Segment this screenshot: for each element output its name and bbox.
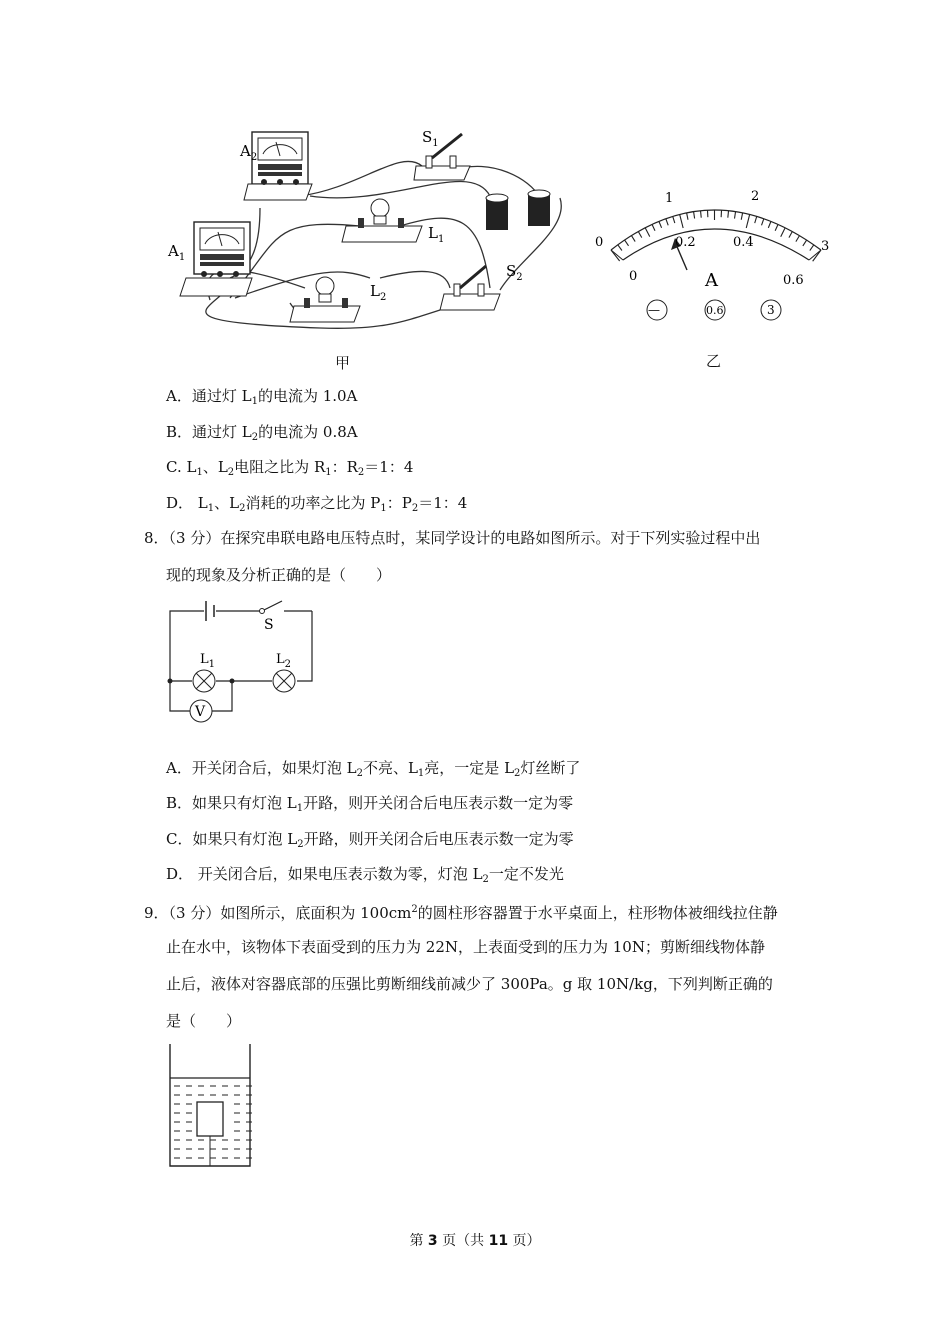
lamp-l2 — [290, 277, 360, 322]
switch-s2 — [440, 266, 500, 310]
q9-stem-line2: 止在水中，该物体下表面受到的压力为 22N，上表面受到的压力为 10N；剪断细线物体静 — [166, 938, 765, 956]
label-a2: $A_2$ — [240, 142, 258, 163]
dial-tick — [803, 240, 807, 246]
lower-scale-2: 0.4 — [733, 235, 754, 250]
page-footer: 第 3 页（共 11 页） — [409, 1233, 541, 1249]
dial-tick — [652, 224, 655, 230]
dial-tick — [673, 216, 675, 223]
q7-option-c: C. $L_1$、$L_2$电阻之比为 $R_1$：$R_2=1$：4 — [166, 458, 414, 478]
dial-tick — [746, 214, 749, 228]
lower-scale-1: 0.2 — [675, 235, 696, 250]
terminal-neg — [647, 300, 667, 320]
voltmeter-v — [190, 700, 212, 722]
lamp-l1-symbol — [193, 670, 215, 692]
upper-scale-1: 1 — [665, 191, 674, 206]
dial-tick — [741, 213, 742, 220]
lamp-l2-symbol — [273, 670, 295, 692]
label-l2: $L_2$ — [370, 282, 387, 303]
q9-stem-line3: 止后，液体对容器底部的压强比剪断细线前减少了 300Pa。g 取 10N/kg，下列判断正确的 — [166, 975, 773, 993]
q8-stem-line1: 8．（3 分）在探究串联电路电压特点时，某同学设计的电路如图所示。对于下列实验过程中出 — [144, 529, 761, 547]
label-l2: $L_2$ — [276, 652, 292, 670]
dial-tick — [728, 211, 729, 218]
svg-text:V: V — [195, 704, 206, 720]
unit-label: A — [705, 270, 718, 291]
q9-stem-line1: 9．（3 分）如图所示，底面积为 $100cm^2$的圆柱形容器置于水平桌面上，柱形物体被细线拉住静 — [144, 904, 778, 922]
q9-stem-line4: 是（ ） — [166, 1012, 242, 1030]
dial-tick — [735, 212, 736, 219]
q9-container-diagram — [160, 1040, 260, 1172]
q7-option-a: A．通过灯 $L_1$的电流为 1.0A — [166, 387, 358, 407]
svg-text:—: — — [648, 303, 660, 317]
ammeter-a1 — [180, 222, 252, 296]
dial-tick — [789, 232, 792, 238]
dial-tick — [666, 219, 668, 226]
upper-scale-0: 0 — [595, 235, 604, 250]
dial-tick — [781, 228, 785, 237]
circuit-photo-figure-jia — [160, 118, 580, 333]
cylinder-object — [197, 1102, 223, 1136]
lamp-l1 — [342, 199, 422, 242]
dial-tick — [762, 219, 764, 226]
battery-pair — [486, 190, 550, 230]
figure-caption-yi: 乙 — [706, 352, 722, 370]
label-s1: $S_1$ — [422, 128, 439, 149]
label-s: S — [264, 617, 274, 633]
dial-tick — [775, 224, 778, 230]
q8-option-c: C．如果只有灯泡 $L_2$开路，则开关闭合后电压表示数一定为零 — [166, 830, 574, 850]
q8-circuit-diagram — [160, 595, 330, 725]
lower-scale-0: 0 — [629, 269, 638, 284]
ammeter-dial-figure-yi — [585, 180, 845, 340]
label-a1: $A_1$ — [168, 242, 186, 263]
dial-tick — [680, 214, 683, 228]
dial-tick — [638, 232, 641, 238]
q8-option-a: A．开关闭合后，如果灯泡 $L_2$不亮、$L_1$亮，一定是 $L_2$灯丝断了 — [166, 759, 581, 779]
q8-option-d: D． 开关闭合后，如果电压表示数为零，灯泡 $L_2$一定不发光 — [166, 865, 564, 885]
label-l1: $L_1$ — [200, 652, 216, 670]
svg-text:3: 3 — [767, 303, 775, 317]
dial-tick — [810, 245, 814, 251]
switch-s — [260, 601, 283, 614]
dial-tick — [645, 228, 650, 237]
dial-tick — [631, 236, 635, 242]
dial-tick — [618, 245, 622, 251]
dial-tick — [796, 236, 800, 242]
dial-tick — [659, 221, 662, 227]
q8-stem-line2: 现的现象及分析正确的是（ ） — [166, 566, 392, 584]
terminal-3 — [761, 300, 781, 320]
q7-option-b: B．通过灯 $L_2$的电流为 0.8A — [166, 423, 358, 443]
dial-tick — [625, 240, 629, 246]
lower-scale-3: 0.6 — [783, 273, 804, 288]
dial-tick — [755, 216, 757, 223]
figure-caption-jia: 甲 — [335, 354, 351, 372]
label-s2: $S_2$ — [506, 262, 523, 283]
svg-text:0.6: 0.6 — [706, 304, 724, 317]
ammeter-a2 — [244, 132, 312, 200]
dial-ticks — [611, 210, 821, 261]
q7-option-d: D． $L_1$、$L_2$消耗的功率之比为 $P_1$：$P_2=1$：4 — [166, 494, 468, 514]
dial-tick — [694, 212, 695, 219]
upper-scale-3: 3 — [821, 239, 830, 254]
dial-tick — [768, 221, 771, 227]
dial-tick — [687, 213, 688, 220]
q8-option-b: B．如果只有灯泡 $L_1$开路，则开关闭合后电压表示数一定为零 — [166, 794, 574, 814]
terminal-0-6 — [705, 300, 725, 320]
dial-tick — [701, 211, 702, 218]
label-l1: $L_1$ — [428, 224, 445, 245]
upper-scale-2: 2 — [751, 189, 760, 204]
